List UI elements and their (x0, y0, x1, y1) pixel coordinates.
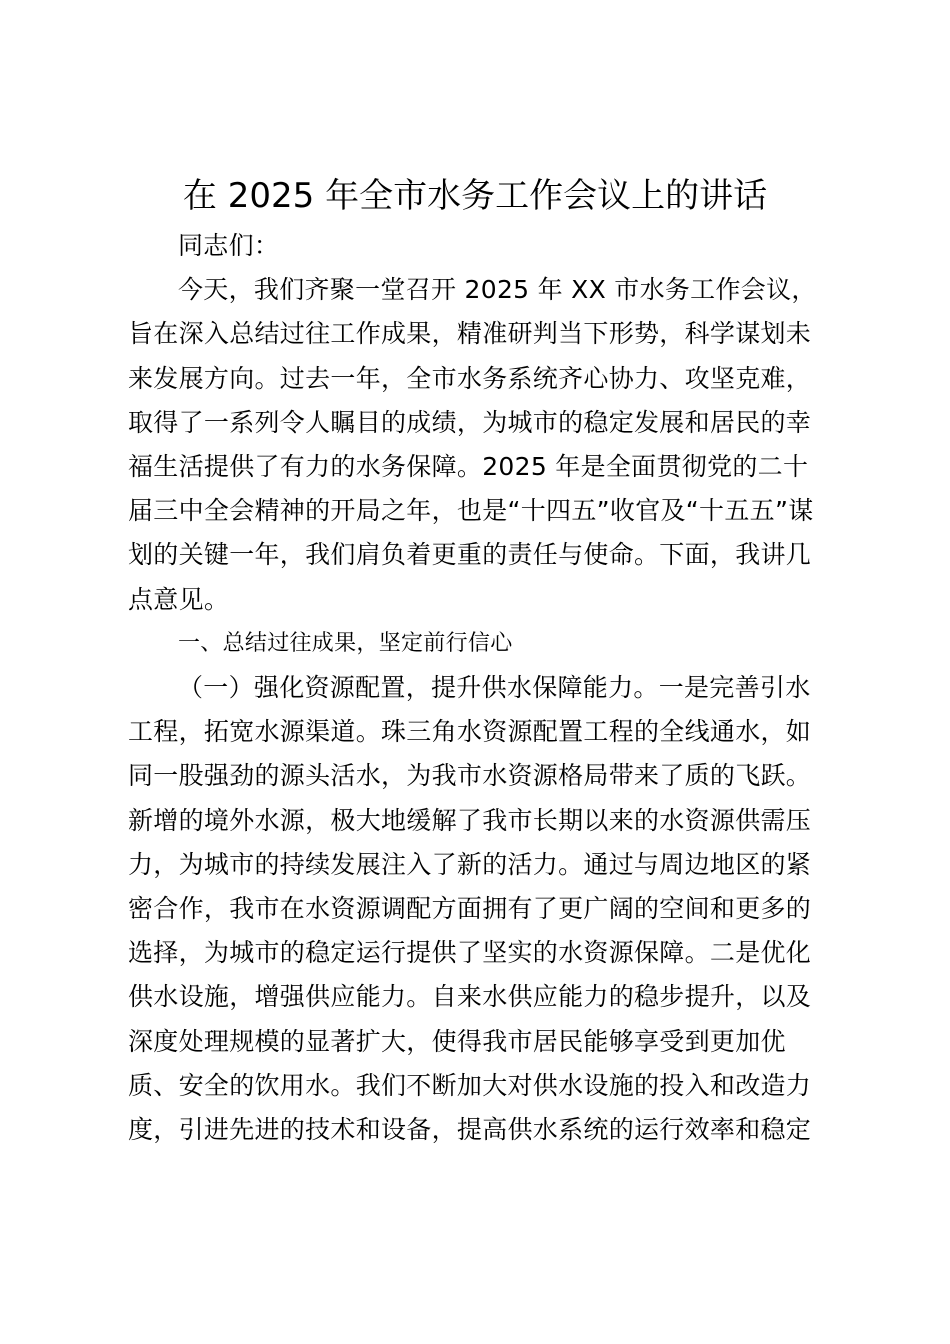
body-line: （一）强化资源配置，提升供水保障能力。一是完善引水 (178, 673, 811, 702)
document-title: 在 2025 年全市水务工作会议上的讲话 (182, 176, 768, 216)
body-line: 取得了一系列令人瞩目的成绩，为城市的稳定发展和居民的幸 (128, 407, 812, 437)
body-line: 福生活提供了有力的水务保障。2025 年是全面贯彻党的二十 (128, 452, 809, 481)
body-line: 密合作，我市在水资源调配方面拥有了更广阔的空间和更多的 (128, 894, 812, 923)
body-line: 质、安全的饮用水。我们不断加大对供水设施的投入和改造力 (128, 1070, 812, 1100)
body-line: 工程，拓宽水源渠道。珠三角水资源配置工程的全线通水，如 (128, 717, 812, 747)
body-line: 力，为城市的持续发展注入了新的活力。通过与周边地区的紧 (128, 849, 812, 879)
body-line: 供水设施，增强供应能力。自来水供应能力的稳步提升，以及 (128, 982, 812, 1012)
section-heading: 一、总结过往成果，坚定前行信心 (178, 630, 513, 656)
body-line: 深度处理规模的显著扩大，使得我市居民能够享受到更加优 (128, 1026, 786, 1056)
body-line: 选择，为城市的稳定运行提供了坚实的水资源保障。二是优化 (128, 938, 812, 968)
body-line: 届三中全会精神的开局之年，也是“十四五”收官及“十五五”谋 (128, 496, 814, 526)
body-line: 划的关键一年，我们肩负着更重的责任与使命。下面，我讲几 (128, 540, 812, 570)
body-line: 旨在深入总结过往工作成果，精准研判当下形势，科学谋划未 (128, 319, 812, 349)
body-line: 点意见。 (128, 584, 230, 614)
body-line: 同一股强劲的源头活水，为我市水资源格局带来了质的飞跃。 (128, 761, 812, 791)
body-line: 度，引进先进的技术和设备，提高供水系统的运行效率和稳定 (128, 1115, 812, 1144)
body-line: 来发展方向。过去一年，全市水务系统齐心协力、攻坚克难， (128, 363, 812, 393)
body-line: 今天，我们齐聚一堂召开 2025 年 XX 市水务工作会议， (178, 275, 817, 305)
body-line: 同志们： (178, 231, 280, 260)
body-line: 新增的境外水源，极大地缓解了我市长期以来的水资源供需压 (128, 805, 812, 835)
